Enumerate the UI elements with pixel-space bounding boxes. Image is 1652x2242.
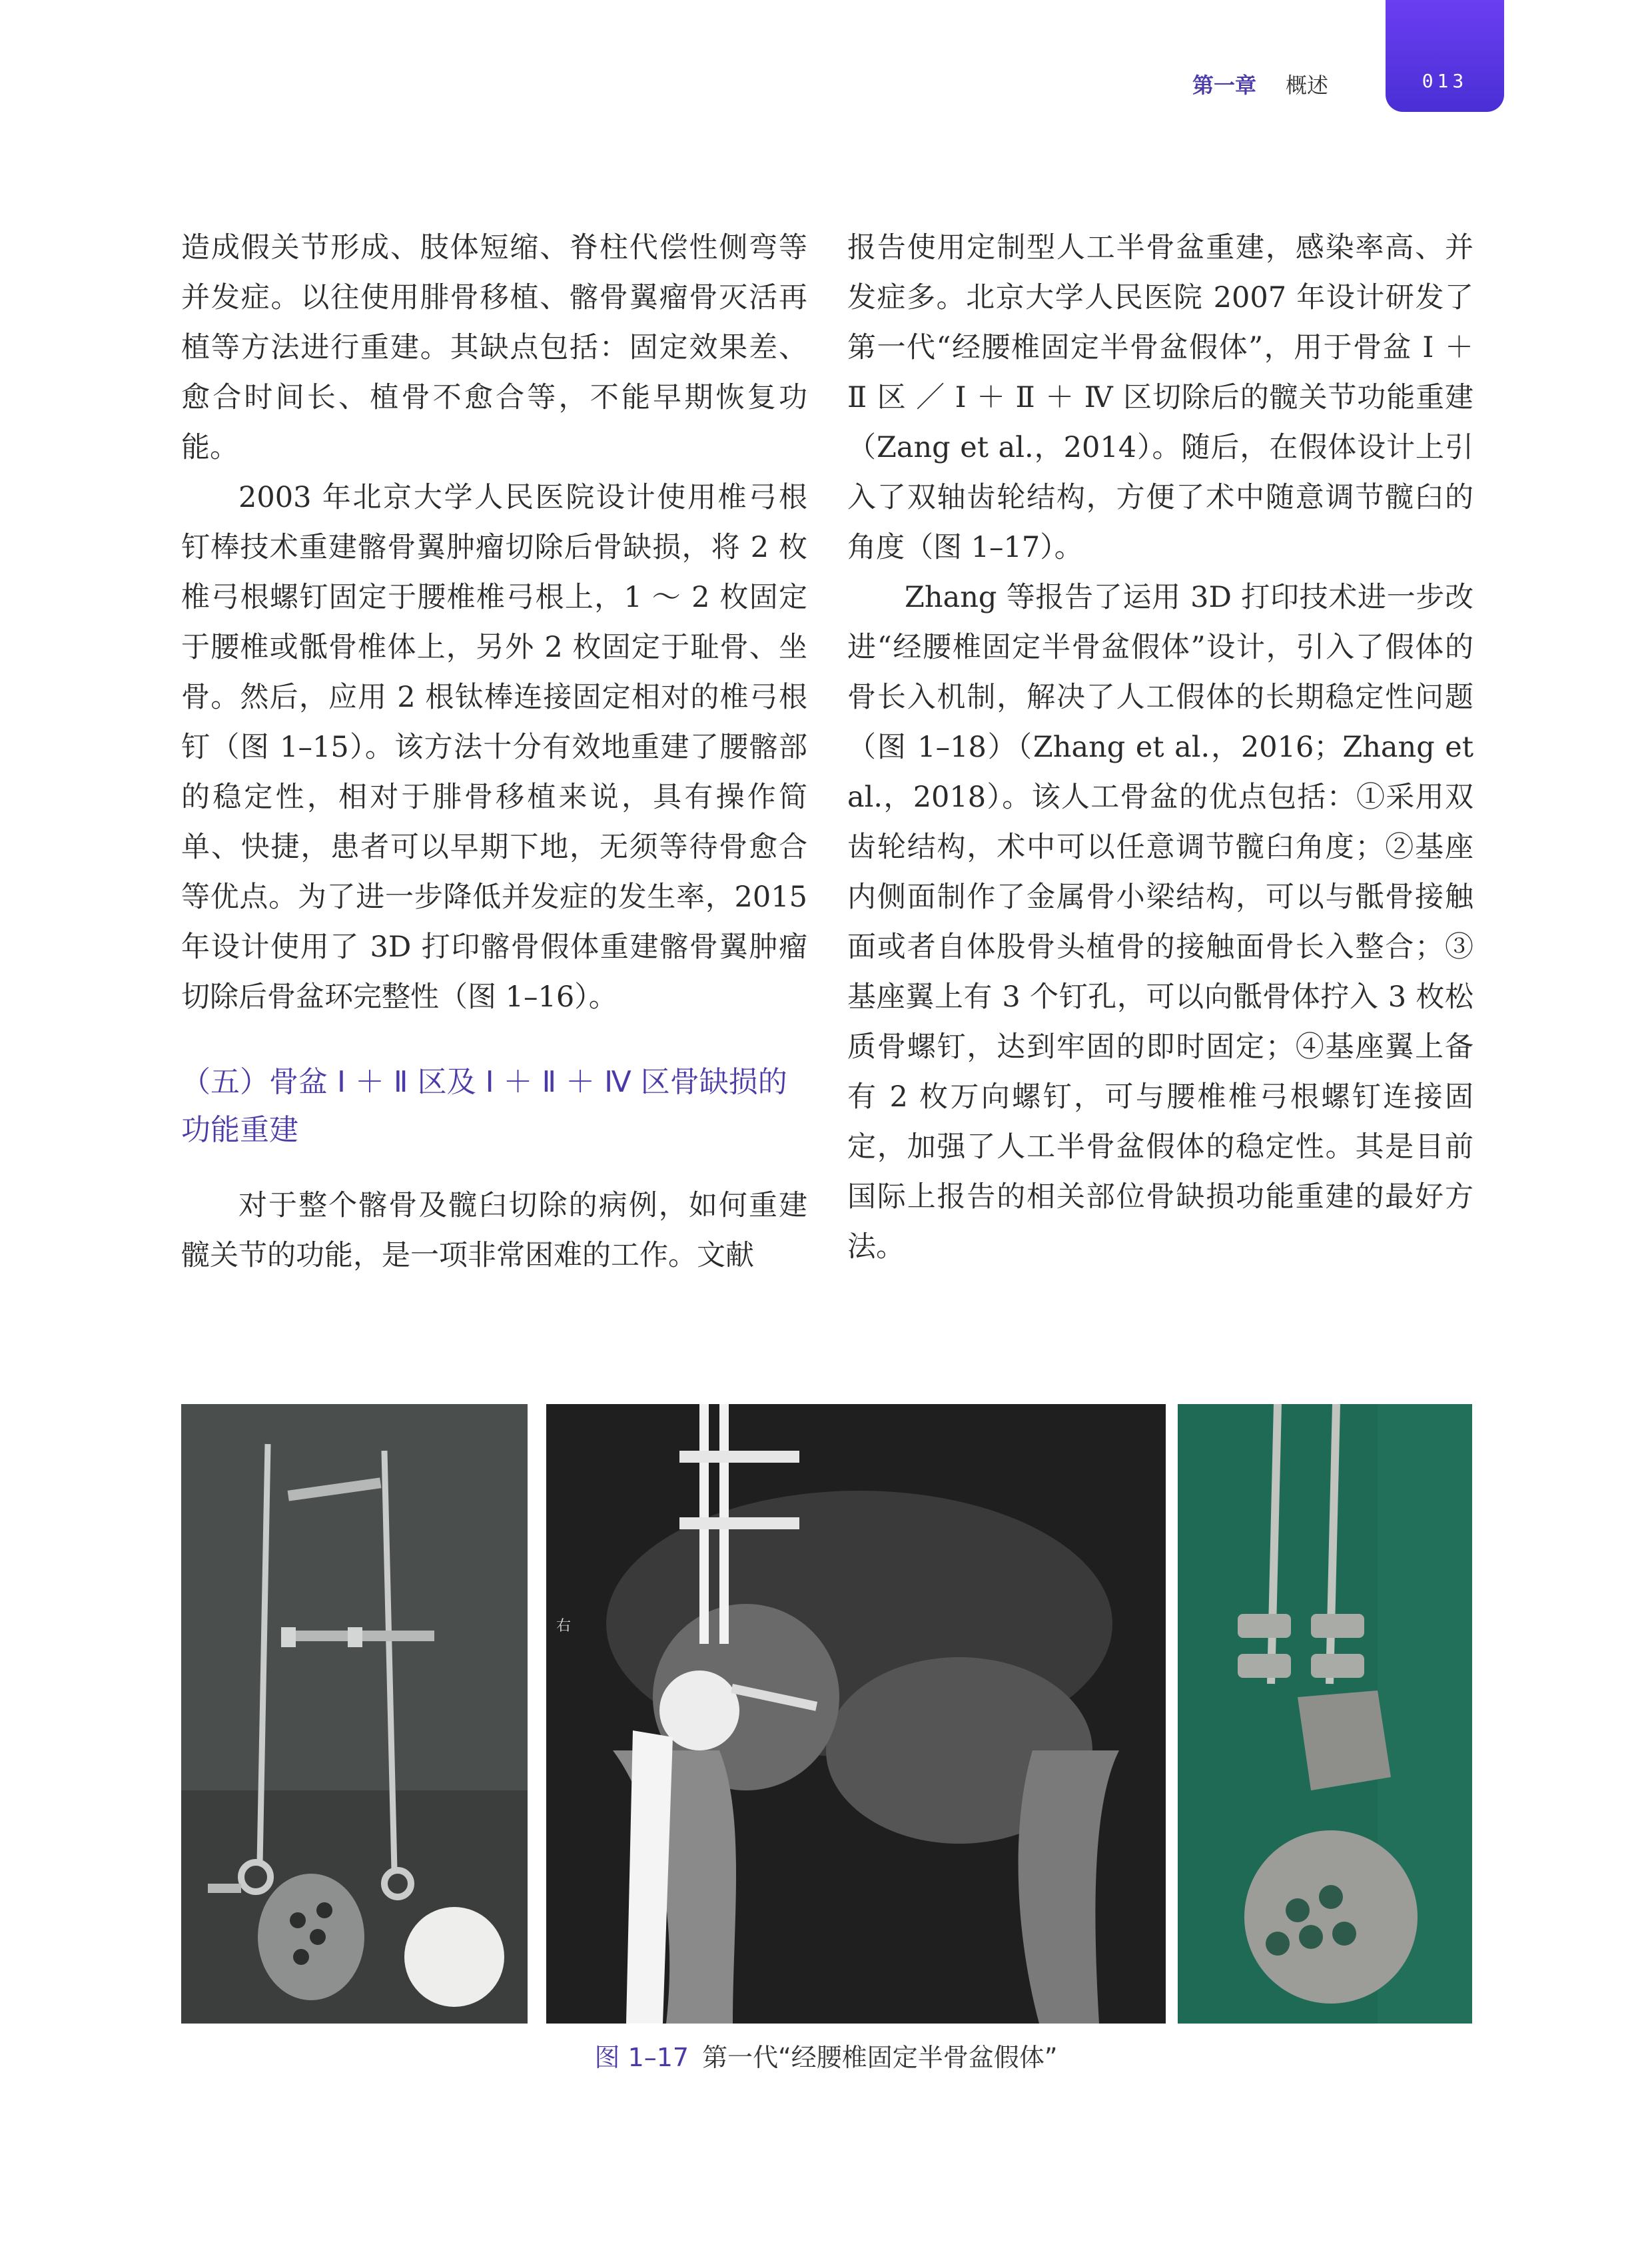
right-paragraph-2: Zhang 等报告了运用 3D 打印技术进一步改进“经腰椎固定半骨盆假体”设计，引入了假体的骨长入机制，解决了人工假体的长期稳定性问题（图 1–18）（Zhang et al.，2016；Zhang et al.，2018）。该人工骨盆的优点包括：①采用双齿轮结构，术中可以任意调节髋臼角度；②基座内侧面制作了金属骨小梁结构，可以与骶骨接触面或者自体股骨头植骨的接触面骨长入整合；③基座翼上有 3 个钉孔，可以向骶骨体拧入 3 枚松质骨螺钉，达到牢固的即时固定；④基座翼上备有 2 枚万向螺钉，可与腰椎椎弓根螺钉连接固定，加强了人工半骨盆假体的稳定性。其是目前国际上报告的相关部位骨缺损功能重建的最好方法。 xyxy=(847,581,1473,1264)
page-number-tab xyxy=(1386,0,1504,112)
figure-number: 图 1–17 xyxy=(594,2043,689,2072)
figure-caption xyxy=(0,2037,1652,2073)
left-column xyxy=(181,223,807,1281)
chapter-title: 概述 xyxy=(1286,73,1329,98)
page-number: 013 xyxy=(1422,70,1468,92)
prosthesis-assembled-image xyxy=(1178,1404,1472,2024)
prosthesis-components-image xyxy=(181,1404,528,2024)
prosthesis-components-photo xyxy=(181,1404,528,2024)
right-paragraph-1: 报告使用定制型人工半骨盆重建，感染率高、并发症多。北京大学人民医院 2007 年设计研发了第一代“经腰椎固定半骨盆假体”，用于骨盆 Ⅰ ＋ Ⅱ 区 ／ Ⅰ ＋ Ⅱ ＋ Ⅳ 区切除后的髋关节功能重建（Zang et al.，2014）。随后，在假体设计上引入了双轴齿轮结构，方便了术中随意调节髋臼的角度（图 1–17）。 xyxy=(847,231,1473,564)
section-heading: （五）骨盆 Ⅰ ＋ Ⅱ 区及 Ⅰ ＋ Ⅱ ＋ Ⅳ 区骨缺损的功能重建 xyxy=(181,1065,787,1147)
prosthesis-assembled-photo xyxy=(1178,1404,1472,2024)
left-paragraph-2: 2003 年北京大学人民医院设计使用椎弓根钉棒技术重建髂骨翼肿瘤切除后骨缺损，将 2 枚椎弓根螺钉固定于腰椎椎弓根上，1 ～ 2 枚固定于腰椎或骶骨椎体上，另外 2 枚固定于耻骨、坐骨。然后，应用 2 根钛棒连接固定相对的椎弓根钉（图 1–15）。该方法十分有效地重建了腰髂部的稳定性，相对于腓骨移植来说，具有操作简单、快捷，患者可以早期下地，无须等待骨愈合等优点。为了进一步降低并发症的发生率，2015 年设计使用了 3D 打印髂骨假体重建髂骨翼肿瘤切除后骨盆环完整性（图 1–16）。 xyxy=(181,481,807,1014)
left-paragraph-3: 对于整个髂骨及髋臼切除的病例，如何重建髋关节的功能，是一项非常困难的工作。文献 xyxy=(181,1189,807,1272)
figure-caption-text: 第一代“经腰椎固定半骨盆假体” xyxy=(702,2043,1058,2072)
xray-marker-label: 右 xyxy=(556,1618,572,1635)
right-column xyxy=(847,223,1473,1272)
chapter-label: 第一章 xyxy=(1192,73,1257,98)
xray-photo xyxy=(546,1404,1166,2024)
pelvis-xray-image xyxy=(546,1404,1166,2024)
left-paragraph-1: 造成假关节形成、肢体短缩、脊柱代偿性侧弯等并发症。以往使用腓骨移植、髂骨翼瘤骨灭活再植等方法进行重建。其缺点包括：固定效果差、愈合时间长、植骨不愈合等，不能早期恢复功能。 xyxy=(181,231,807,464)
